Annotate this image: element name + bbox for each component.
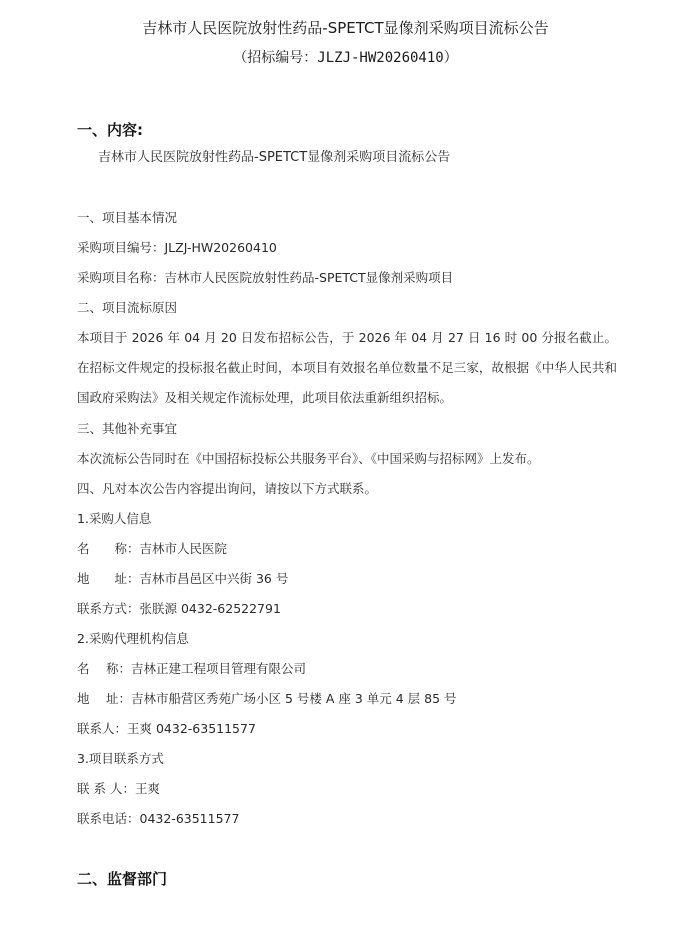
purchaser-contact: 联系方式：张朕源 0432-62522791 xyxy=(77,601,281,616)
basic-info-heading: 一、项目基本情况 xyxy=(77,210,178,225)
other-matters-heading: 三、其他补充事宜 xyxy=(77,421,178,436)
content-summary: 吉林市人民医院放射性药品-SPETCT显像剂采购项目流标公告 xyxy=(98,150,451,165)
agency-contact: 联系人：王爽 0432-63511577 xyxy=(77,721,256,736)
purchaser-name: 名 称：吉林市人民医院 xyxy=(77,541,228,556)
failure-reason-heading: 二、项目流标原因 xyxy=(77,300,178,315)
purchaser-heading: 1.采购人信息 xyxy=(77,511,152,526)
project-contact-person: 联 系 人：王爽 xyxy=(77,781,160,796)
supervision-heading: 二、监督部门 xyxy=(77,870,168,888)
project-number: 采购项目编号：JLZJ-HW20260410 xyxy=(77,240,277,255)
tender-number: （招标编号：JLZJ-HW20260410） xyxy=(233,50,458,66)
notice-title: 吉林市人民医院放射性药品-SPETCT显像剂采购项目流标公告 xyxy=(142,19,549,37)
project-contact-heading: 3.项目联系方式 xyxy=(77,751,164,766)
purchaser-address: 地 址：吉林市昌邑区中兴街 36 号 xyxy=(77,571,289,586)
content-heading: 一、内容: xyxy=(77,121,143,139)
project-name: 采购项目名称：吉林市人民医院放射性药品-SPETCT显像剂采购项目 xyxy=(77,270,454,285)
agency-name: 名 称：吉林正建工程项目管理有限公司 xyxy=(77,661,306,676)
agency-address: 地 址：吉林市船营区秀苑广场小区 5 号楼 A 座 3 单元 4 层 85 号 xyxy=(77,691,457,706)
agency-heading: 2.采购代理机构信息 xyxy=(77,631,189,646)
other-matters-text: 本次流标公告同时在《中国招标投标公共服务平台》、《中国采购与招标网》上发布。 xyxy=(77,451,540,466)
failure-reason-text: 本项目于 2026 年 04 月 20 日发布招标公告，于 2026 年 04 月 27 日 16 时 00 分报名截止。在招标文件规定的投标报名截止时间，本项目有效报名单位数量不足三家，故根据《中华人民共和国政府采购法》及相关规定作流标处理，此项目依法重新组织招标。 xyxy=(77,330,617,405)
contact-heading: 四、凡对本次公告内容提出询问，请按以下方式联系。 xyxy=(77,481,378,496)
project-contact-phone: 联系电话：0432-63511577 xyxy=(77,811,240,826)
